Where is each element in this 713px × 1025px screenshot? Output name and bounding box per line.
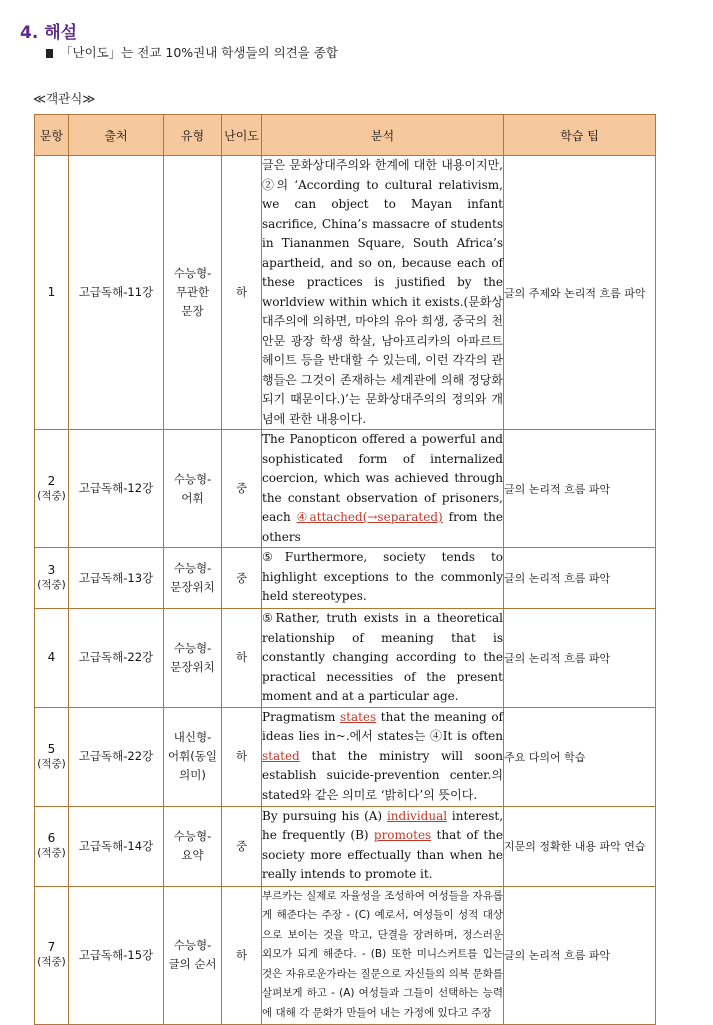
- table-row: [35, 548, 656, 609]
- hit-tag: (적중): [37, 757, 66, 770]
- type-cell: 수능형- 무관한 문장: [164, 156, 222, 430]
- difficulty-note: [46, 43, 338, 61]
- table-row: [35, 806, 656, 886]
- source-cell: 고급독해-11강: [69, 156, 164, 430]
- difficulty-note-text: 「난이도」는 전교 10%권내 학생들의 의견을 종합: [60, 45, 338, 60]
- analysis-cell: By pursuing his (A) individual interest, he frequently (B) promotes that of the society more effectually than when he really intends to promote it.: [262, 806, 504, 886]
- table-row: [35, 156, 656, 430]
- difficulty-cell: 중: [222, 806, 262, 886]
- analysis-cell: 글은 문화상대주의와 한계에 대한 내용이지만, ②의 ‘According to cultural relativism, we can object to Mayan infant sacrifice, China’s massacre of students in Tiananmen Square, South Africa’s apartheid, and so on, because each of these practices is justified by the worldview within which it exists.(문화상대주의에 의하면, 마야의 유아 희생, 중국의 천안문 광장 학생 학살, 남아프리카의 아파르트헤이트 등을 반대할 수 있는데, 이런 각각의 관행들은 그것이 존재하는 세계관에 의해 정당화되기 때문이다.)’는 문화상대주의의 정의와 개념에 관한 내용이다.: [262, 156, 504, 430]
- type-cell: 수능형- 글의 순서: [164, 886, 222, 1024]
- tip-cell: 글의 논리적 흐름 파악: [504, 430, 656, 548]
- source-cell: 고급독해-14강: [69, 806, 164, 886]
- col-header-number: 문항: [35, 115, 69, 156]
- question-number: 1: [35, 156, 69, 430]
- analysis-table: [34, 114, 656, 1025]
- col-header-difficulty: 난이도: [222, 115, 262, 156]
- hit-tag: (적중): [37, 847, 66, 859]
- hit-tag: (적중): [37, 489, 66, 502]
- source-cell: 고급독해-22강: [69, 707, 164, 806]
- col-header-source: 출처: [69, 115, 164, 156]
- source-cell: 고급독해-22강: [69, 609, 164, 708]
- question-number: 5 (적중): [35, 707, 69, 806]
- tip-cell: 글의 논리적 흐름 파악: [504, 548, 656, 609]
- difficulty-cell: 중: [222, 430, 262, 548]
- table-row: [35, 886, 656, 1024]
- question-number: 7 (적중): [35, 886, 69, 1024]
- tip-cell: 글의 논리적 흐름 파악: [504, 886, 656, 1024]
- tip-cell: 글의 주제와 논리적 흐름 파악: [504, 156, 656, 430]
- difficulty-cell: 하: [222, 156, 262, 430]
- difficulty-cell: 하: [222, 609, 262, 708]
- difficulty-cell: 하: [222, 886, 262, 1024]
- analysis-cell: Pragmatism states that the meaning of ideas lies in~.에서 states는 ④It is often stated that the ministry will soon establish suicide-prevention center.의 stated와 같은 의미로 ‘밝히다’의 뜻이다.: [262, 707, 504, 806]
- analysis-cell: ⑤Furthermore, society tends to highlight exceptions to the commonly held stereotypes.: [262, 548, 504, 609]
- underlined-word: stated: [262, 748, 300, 763]
- type-cell: 내신형- 어휘(동일 의미): [164, 707, 222, 806]
- type-cell: 수능형- 문장위치: [164, 609, 222, 708]
- underlined-answer: ④attached(→separated): [296, 510, 443, 524]
- question-number: 6 (적중): [35, 806, 69, 886]
- section-title: 4. 해설: [20, 23, 78, 43]
- difficulty-cell: 하: [222, 707, 262, 806]
- table-row: [35, 707, 656, 806]
- question-number: 2 (적중): [35, 430, 69, 548]
- analysis-cell: The Panopticon offered a powerful and sophisticated form of internalized coercion, which was achieved through the constant observation of prisoners, each ④attached(→separated) from the others: [262, 430, 504, 548]
- tip-cell: 지문의 정확한 내용 파악 연습: [504, 806, 656, 886]
- type-cell: 수능형- 어휘: [164, 430, 222, 548]
- tip-cell: 글의 논리적 흐름 파악: [504, 609, 656, 708]
- underlined-word: promotes: [373, 828, 432, 842]
- analysis-cell: 부르카는 실제로 자율성을 조성하여 여성들을 자유롭게 해준다는 주장 - (C) 예로서, 여성들이 성적 대상으로 보이는 것을 막고, 단결을 장려하며, 정스러운 외모가 되게 해준다. - (B) 또한 미니스커트를 입는 것은 자유로운가라는 질문으로 자신들의 의복 문화를 살펴보게 하고 - (A) 여성들과 그들이 선택하는 능력에 대해 각 문화가 만들어 내는 가정에 있다고 주장: [262, 886, 504, 1024]
- col-header-analysis: 분석: [262, 115, 504, 156]
- objective-subhead: ≪객관식≫: [33, 91, 96, 106]
- hit-tag: (적중): [37, 956, 66, 968]
- analysis-cell: ⑤Rather, truth exists in a theoretical relationship of meaning that is constantly changing according to the practical necessities of the present moment and at a particular age.: [262, 609, 504, 708]
- col-header-type: 유형: [164, 115, 222, 156]
- source-cell: 고급독해-15강: [69, 886, 164, 1024]
- col-header-tip: 학습 팁: [504, 115, 656, 156]
- question-number: 3 (적중): [35, 548, 69, 609]
- type-cell: 수능형- 요약: [164, 806, 222, 886]
- tip-cell: 주요 다의어 학습: [504, 707, 656, 806]
- header-row: [35, 115, 656, 156]
- table-row: [35, 609, 656, 708]
- underlined-word: individual: [386, 808, 448, 823]
- hit-tag: (적중): [37, 579, 66, 591]
- table-row: [35, 430, 656, 548]
- source-cell: 고급독해-12강: [69, 430, 164, 548]
- square-bullet-icon: [46, 49, 53, 58]
- underlined-word: states: [339, 709, 377, 724]
- source-cell: 고급독해-13강: [69, 548, 164, 609]
- difficulty-cell: 중: [222, 548, 262, 609]
- question-number: 4: [35, 609, 69, 708]
- type-cell: 수능형- 문장위치: [164, 548, 222, 609]
